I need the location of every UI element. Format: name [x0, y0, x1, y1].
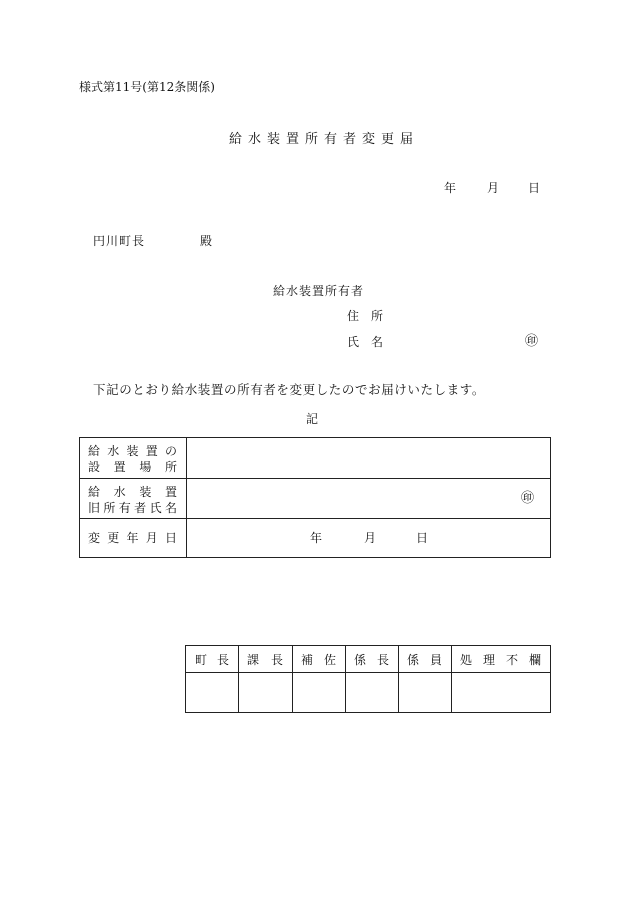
row-installation-location — [80, 438, 550, 478]
approval-divider — [398, 646, 399, 712]
change-date-year: 年 — [310, 531, 323, 545]
row-change-date — [80, 518, 550, 558]
addressee-honorific: 殿 — [200, 234, 213, 248]
row-previous-owner — [80, 478, 550, 519]
date-day-label: 日 — [528, 181, 541, 195]
owner-address-label: 住 所 — [347, 309, 384, 323]
addressee-name: 円川町長 — [93, 234, 146, 248]
approval-header-cell — [345, 646, 398, 672]
approval-divider — [345, 646, 346, 712]
installation-location-label — [80, 438, 187, 478]
approval-header-text: 係 員 — [407, 652, 442, 667]
approval-header-cell — [292, 646, 345, 672]
previous-owner-label — [80, 479, 187, 519]
approval-header-text: 補 佐 — [301, 652, 336, 667]
approval-header-text: 町 長 — [195, 652, 229, 667]
date-line — [444, 182, 540, 196]
approval-header-cell — [451, 646, 550, 672]
seal-icon: ㊞ — [525, 334, 539, 349]
main-table — [79, 437, 551, 558]
approval-header-row — [186, 646, 550, 673]
owner-name-label: 氏 名 — [347, 335, 384, 349]
label-line: 給 水 装 置 の — [88, 444, 177, 458]
approval-header-text: 課 長 — [247, 652, 283, 667]
label-line: 変 更 年 月 日 — [88, 531, 177, 545]
approval-divider — [292, 646, 293, 712]
ki-label: 記 — [306, 412, 319, 426]
page-title: 給水装置所有者変更届 — [229, 132, 420, 147]
owner-heading: 給水装置所有者 — [273, 284, 365, 298]
approval-header-text: 処 理 不 欄 — [460, 652, 541, 667]
approval-divider — [451, 646, 452, 712]
installation-location-field[interactable] — [187, 438, 550, 478]
seal-icon: ㊞ — [521, 491, 535, 506]
body-text: 下記のとおり給水装置の所有者を変更したのでお届けいたします。 — [93, 382, 486, 397]
form-number: 様式第11号(第12条関係) — [79, 80, 215, 94]
approval-header-cell — [398, 646, 451, 672]
approval-table — [185, 645, 551, 713]
approval-header-text: 係 長 — [354, 652, 389, 667]
approval-divider — [238, 646, 239, 712]
approval-header-cell — [238, 646, 292, 672]
change-date-label — [80, 519, 187, 558]
previous-owner-field[interactable] — [187, 479, 550, 519]
change-date-day: 日 — [416, 531, 429, 545]
label-line: 設 置 場 所 — [88, 460, 177, 474]
label-line: 旧 所 有 者 氏 名 — [88, 501, 177, 515]
change-date-month: 月 — [364, 531, 377, 545]
approval-header-cell — [186, 646, 238, 672]
label-line: 給 水 装 置 — [88, 485, 177, 499]
date-year-label: 年 — [444, 181, 457, 195]
date-month-label: 月 — [487, 181, 500, 195]
